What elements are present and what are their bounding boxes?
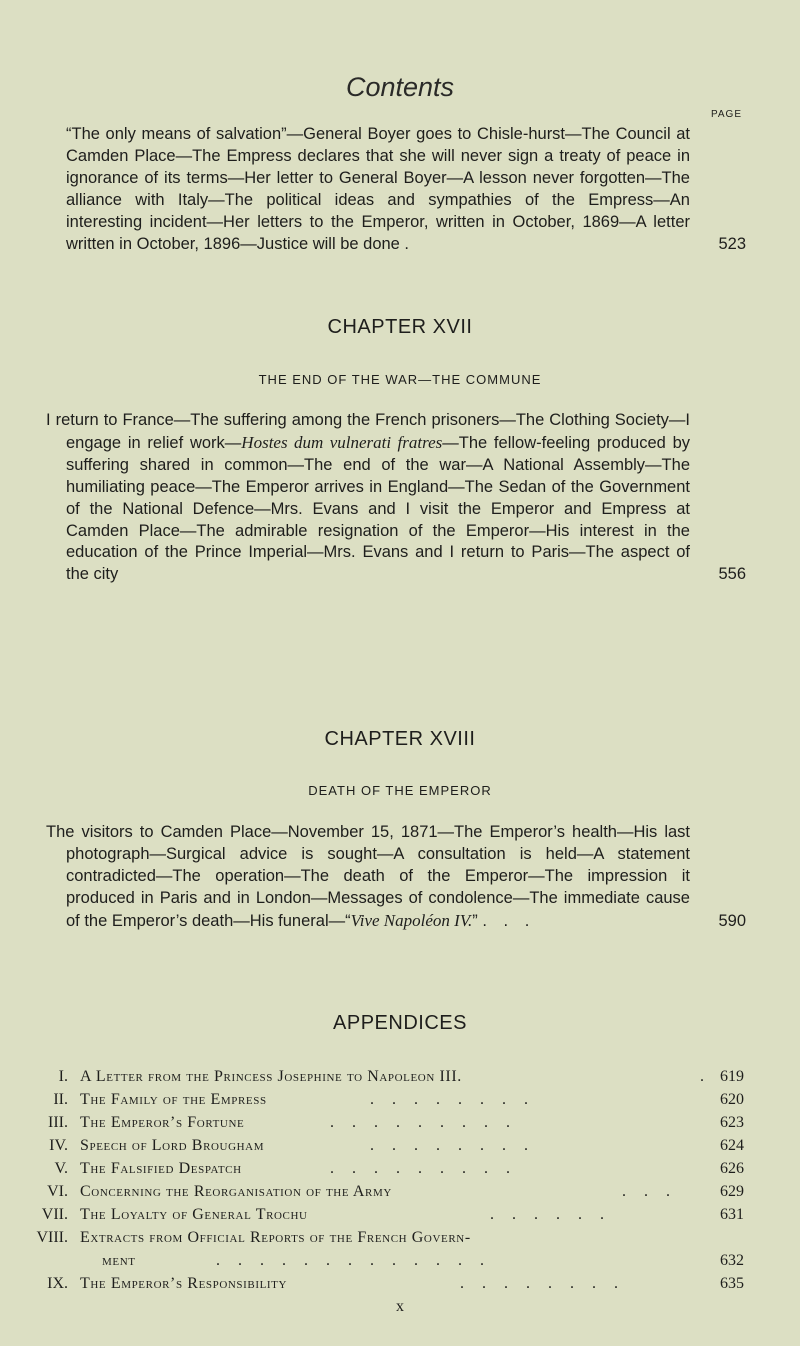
chapter-17-summary: [46, 410, 746, 586]
chapter-17-subtitle: THE END OF THE WAR—THE COMMUNE: [258, 372, 542, 387]
chapter-16-summary-text: “The only means of salvation”—General Boyer goes to Chisle-hurst—The Council at Camden Place—The Empress declares that she will never sign a treaty of peace in ignorance of its terms—Her letter to General Boyer—A lesson never forgotten—The alliance with Italy—The political ideas and sympathies of the Empress—An interesting incident—Her letters to the Emperor, written in October, 1869—A letter written in October, 1896—Justice will be done .: [66, 125, 690, 253]
appendix-row: VIII. Extracts from Official Reports of the French Govern-: [36, 1229, 471, 1246]
appendix-row: I. A Letter from the Princess Josephine to Napoleon III. . 619: [58, 1068, 744, 1085]
running-head: Contents: [345, 72, 455, 102]
chapter-16-summary: [66, 124, 746, 255]
chapter-17-summary-text: I return to France—The suffering among the French prisoners—The Clothing Society—I engage in relief work—Hostes dum vulnerati fratres—The fellow-feeling produced by suffering shared in common—The end of the war—A National Assembly—The humiliating peace—The Emperor arrives in England—The Sedan of the Government of the National Defence—Mrs. Evans and I visit the Emperor and Empress at Camden Place—The admirable resignation of the Emperor—His interest in the education of the Prince Imperial—Mrs. Evans and I return to Paris—The aspect of the city: [46, 411, 690, 584]
page-folio: x: [396, 1298, 404, 1315]
chapter-18-summary: [46, 822, 746, 933]
chapter-18-summary-text: The visitors to Camden Place—November 15, 1871—The Emperor’s health—His last photograph—Surgical advice is sought—A consultation is held—A statement contradicted—The operation—The death of the Emperor—The impression it produced in Paris and in London—Messages of condolence—The immediate cause of the Emperor’s death—His funeral—“Vive Napoléon IV.” . . .: [46, 823, 690, 930]
appendix-row: II. The Family of the Empress . . . . . . . . 620: [53, 1091, 744, 1108]
chapter-17-heading: CHAPTER XVII: [327, 316, 473, 338]
appendix-row: VII. The Loyalty of General Trochu . . . . . . 631: [41, 1206, 744, 1223]
chapter-16-page: 523: [718, 234, 746, 253]
appendices-heading: APPENDICES: [333, 1012, 467, 1034]
appendix-row: ment . . . . . . . . . . . . . 632: [102, 1252, 744, 1269]
appendix-row: VI. Concerning the Reorganisation of the Army . . . 629: [47, 1183, 744, 1200]
chapter-18-heading: CHAPTER XVIII: [324, 728, 476, 750]
appendix-row: V. The Falsified Despatch . . . . . . . . . 626: [54, 1160, 744, 1177]
appendix-row: IX. The Emperor’s Responsibility . . . . . . . . 635: [47, 1275, 744, 1292]
chapter-18-page: 590: [718, 911, 746, 930]
appendix-row: III. The Emperor’s Fortune . . . . . . . . . 623: [48, 1114, 744, 1131]
chapter-18-subtitle: DEATH OF THE EMPEROR: [308, 783, 492, 798]
chapter-17-page: 556: [718, 565, 746, 584]
appendix-row: IV. Speech of Lord Brougham . . . . . . . . 624: [49, 1137, 744, 1154]
page-column-label: PAGE: [710, 109, 742, 120]
